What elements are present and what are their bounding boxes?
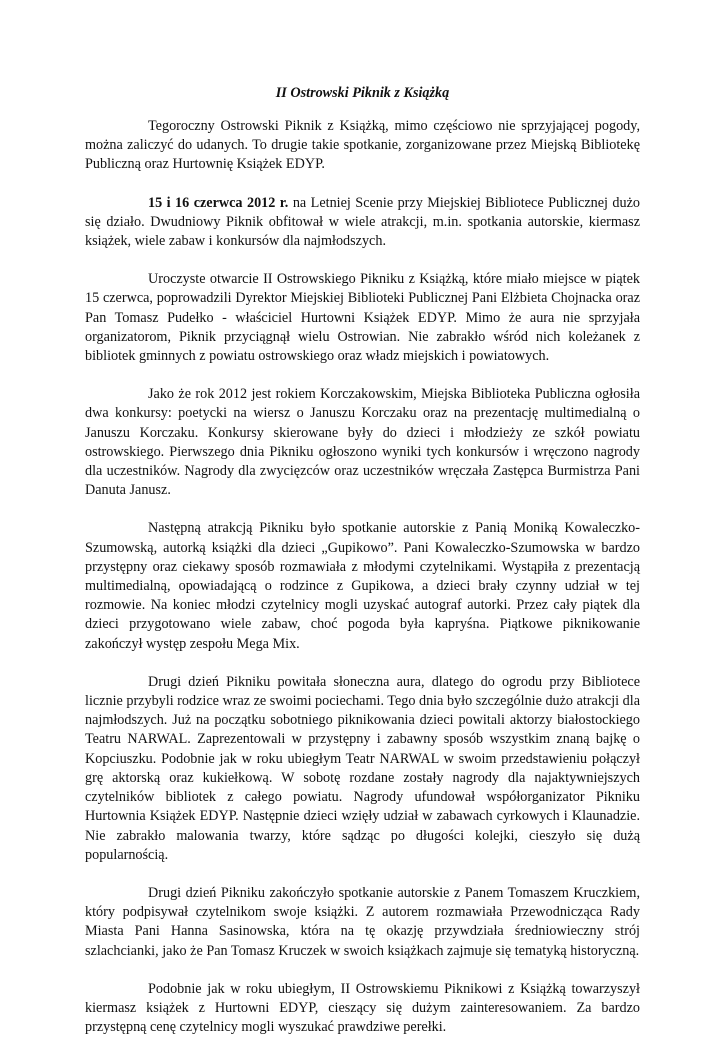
paragraph-text: Jako że rok 2012 jest rokiem Korczakowskim, Miejska Biblioteka Publiczna ogłosiła dwa konkursy: poetycki na wiersz o Januszu Korczaku oraz na prezentację multimedialną o Januszu Korczaku. Konkursy skierowane były do dzieci i młodzieży ze szkół powiatu ostrowskiego. Pierwszego dnia Pikniku ogłoszono wyniki tych konkursów i wręczono nagrody dla uczestników. Nagrody dla zwycięzców oraz uczestników wręczała Zastępca Burmistrza Pani Danuta Janusz. <box>85 386 640 499</box>
paragraph-text: Następną atrakcją Pikniku było spotkanie autorskie z Panią Moniką Kowaleczko-Szumowską, autorką książki dla dzieci „Gupikowo”. Pani Kowaleczko-Szumowska w bardzo przystępny oraz ciekawy sposób rozmawiała z młodymi czytelnikami. Wystąpiła z prezentacją multimedialną, opowiadającą o rodzince z Gupikowa, a dzieci brały czynny udział w tej rozmowie. Na koniec młodzi czytelnicy mogli uzyskać autograf autorki. Przez cały piątek dla dzieci przygotowano wiele zabaw, choć pogoda była kapryśna. Piątkowe piknikowanie zakończył występ zespołu Mega Mix. <box>85 520 640 652</box>
document-body <box>85 117 640 1056</box>
paragraph-2 <box>85 194 640 252</box>
paragraph-text: Podobnie jak w roku ubiegłym, II Ostrowskiemu Piknikowi z Książką towarzyszył kiermasz książek z Hurtowni EDYP, cieszący się dużym zainteresowaniem. Za bardzo przystępną cenę czytelnicy mogli wyszukać prawdziwe perełki. <box>85 980 640 1036</box>
paragraph-8 <box>85 980 640 1038</box>
paragraph-4 <box>85 385 640 500</box>
event-date: 15 i 16 czerwca 2012 r. <box>148 194 289 211</box>
paragraph-6 <box>85 673 640 865</box>
paragraph-5 <box>85 519 640 653</box>
paragraph-1 <box>85 117 640 175</box>
paragraph-7 <box>85 884 640 961</box>
paragraph-text: Drugi dzień Pikniku powitała słoneczna aura, dlatego do ogrodu przy Bibliotece licznie przybyli rodzice wraz ze swoimi pociechami. Tego dnia było szczególnie dużo atrakcji dla najmłodszych. Już na początku sobotniego piknikowania dzieci powitali aktorzy białostockiego Teatru NARWAL. Zaprezentowali w przystępny i zabawny sposób wszystkim znaną bajkę o Kopciuszku. Podobnie jak w roku ubiegłym Teatr NARWAL w swoim przedstawieniu połączył grę aktorską oraz kukiełkową. W sobotę rozdane zostały nagrody dla najaktywniejszych czytelników bibliotek z całego powiatu. Nagrody ufundował współorganizator Pikniku Hurtownia Książek EDYP. Następnie dzieci wzięły udział w zabawach cyrkowych i Klaunadzie. Nie zabrakło malowania twarzy, które sądząc po długości kolejki, cieszyło się dużą popularnością. <box>85 673 640 863</box>
paragraph-text: Tegoroczny Ostrowski Piknik z Książką, mimo częściowo nie sprzyjającej pogody, można zaliczyć do udanych. To drugie takie spotkanie, zorganizowane przez Miejską Bibliotekę Publiczną oraz Hurtownię Książek EDYP. <box>85 118 640 173</box>
paragraph-3 <box>85 270 640 366</box>
paragraph-text: Drugi dzień Pikniku zakończyło spotkanie autorskie z Panem Tomaszem Kruczkiem, który podpisywał czytelnikom swoje książki. Z autorem rozmawiała Przewodnicząca Rady Miasta Pani Hanna Sasinowska, która na tę okazję przywdziała średniowieczny strój szlachcianki, jako że Pan Tomasz Kruczek w swoich książkach zajmuje się tematyką historyczną. <box>85 884 640 959</box>
paragraph-text: Uroczyste otwarcie II Ostrowskiego Pikniku z Książką, które miało miejsce w piątek 15 czerwca, poprowadzili Dyrektor Miejskiej Biblioteki Publicznej Pani Elżbieta Chojnacka oraz Pan Tomasz Pudełko - właściciel Hurtowni Książek EDYP. Mimo że aura nie sprzyjała organizatorom, Piknik przyciągnął wielu Ostrowian. Nie zabrakło wśród nich koleżanek z bibliotek gminnych z powiatu ostrowskiego oraz władz miejskich i powiatowych. <box>85 271 640 365</box>
document-title: II Ostrowski Piknik z Książką <box>275 85 450 101</box>
paragraph-text: na Letniej Scenie przy Miejskiej Bibliotece Publicznej dużo się działo. Dwudniowy Piknik obfitował w wiele atrakcji, m.in. spotkania autorskie, kiermasz książek, wiele zabaw i konkursów dla najmłodszych. <box>85 194 640 250</box>
